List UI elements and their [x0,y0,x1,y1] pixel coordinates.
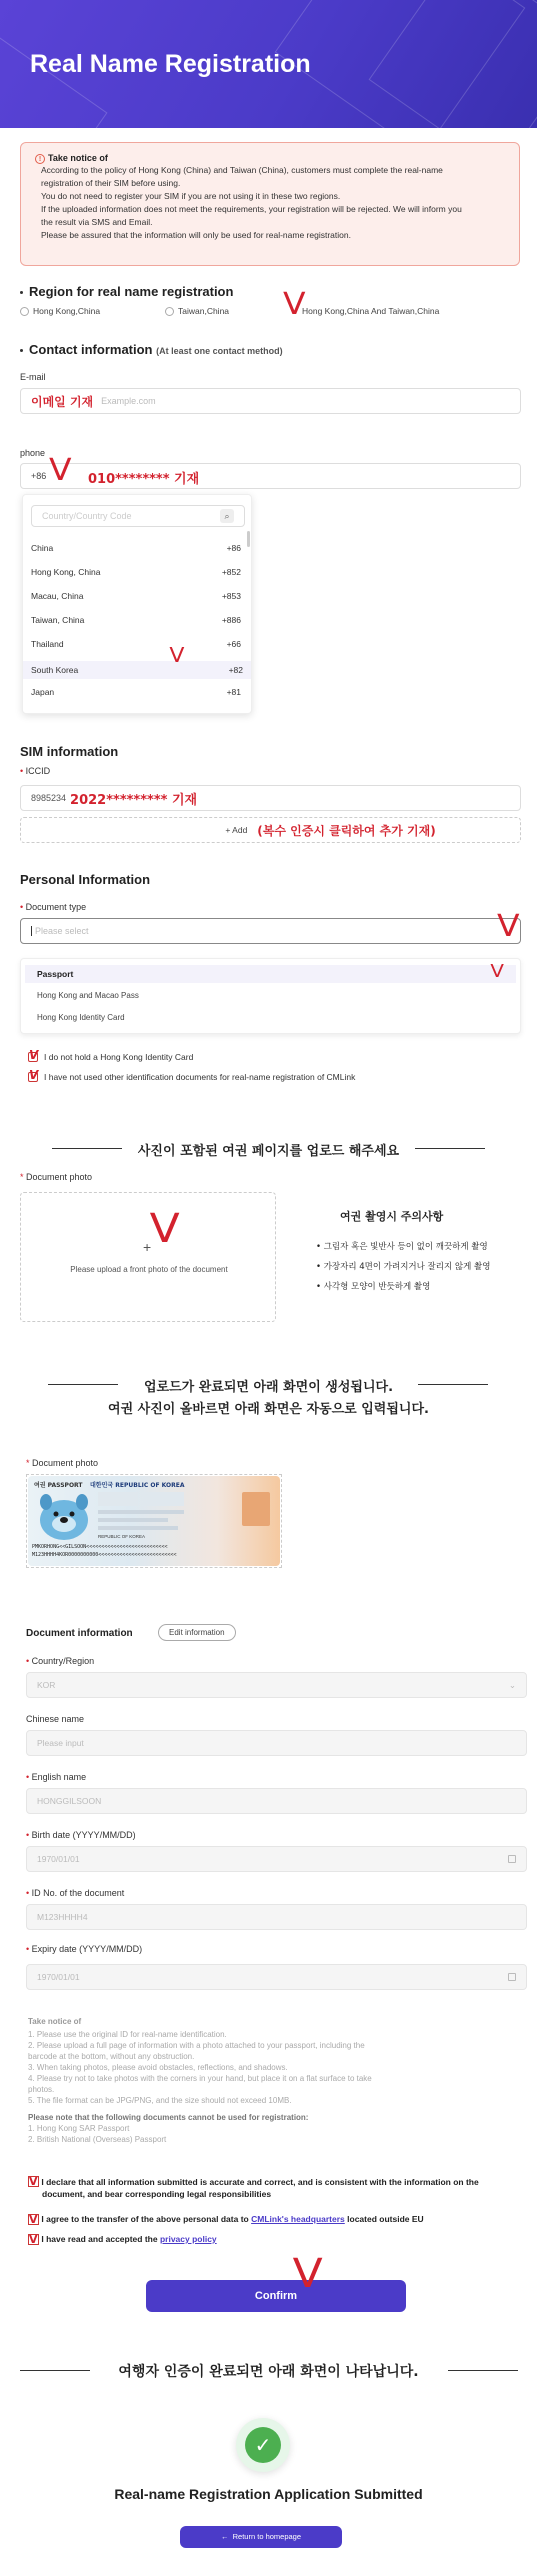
upload-heading: 사진이 포함된 여권 페이지를 업로드 해주세요 [137,1144,400,1159]
annotation-v-mark: V [292,2251,323,2297]
doc-info-title: Document information [26,1628,133,1639]
divider [418,1384,488,1385]
required-mark: • [20,902,26,912]
phone-label: phone [20,448,46,458]
iccid-prefix: 8985234 [31,793,67,803]
annotation-v-mark: V [29,1048,39,1062]
scrollbar[interactable] [247,531,250,547]
notice-line: According to the policy of Hong Kong (China) and Taiwan (China), customers must complete the real-name [41,165,443,175]
option-label: Passport [37,969,74,979]
field-label: Chinese name [26,1714,85,1724]
item-code: +81 [226,687,241,697]
required-mark: • [26,1888,32,1898]
field-value: HONGGILSOON [37,1796,102,1806]
notice-line: registration of their SIM before using. [41,178,181,188]
calendar-icon[interactable] [508,1973,516,1981]
item-code: +82 [228,665,243,675]
field-value: Please input [37,1738,84,1748]
item-name: Thailand [31,639,64,649]
passport-field-block [144,1492,184,1506]
item-name: Japan [31,687,55,697]
field-label [26,1830,136,1840]
doctype-select[interactable] [20,918,521,944]
field-label-text: Country/Region [31,1656,95,1666]
dropdown-item[interactable] [31,639,241,649]
annotation-v-mark: V [48,453,72,488]
contact-subtitle: (At least one contact method) [156,346,283,356]
field-label [26,1656,94,1666]
item-name: Macau, China [31,591,84,601]
edit-information-button[interactable]: Edit information [158,1624,236,1641]
declaration-text: located outside EU [347,2214,424,2224]
notice-line: the result via SMS and Email. [41,217,153,227]
notice-line: 1. Please use the original ID for real-name identification. [28,2030,227,2039]
checkbox[interactable] [28,1068,39,1082]
declaration-text: document, and bear corresponding legal responsibilities [42,2189,272,2199]
add-annotation: (복수 인증시 클릭하여 추가 기재) [257,823,436,838]
item-code: +853 [221,591,241,601]
passport-field-block [98,1492,138,1506]
page-title: Real Name Registration [30,50,311,78]
dropdown-item[interactable] [31,591,241,601]
required-mark: • [26,1830,32,1840]
item-name: South Korea [31,665,79,675]
option-passport[interactable] [25,961,516,983]
info-icon: ! [35,154,45,164]
english-name-field[interactable] [26,1788,527,1814]
add-iccid-button[interactable] [20,817,521,843]
email-annotation: 이메일 기재 [31,394,94,409]
doctype-label-text: Document type [25,902,87,912]
id-number-field[interactable] [26,1904,527,1930]
annotation-v-mark: V [490,961,504,982]
radio-circle[interactable] [20,307,29,316]
return-label: Return to homepage [232,2532,302,2541]
annotation-v-mark: V [169,643,185,667]
divider [448,2370,518,2371]
final-heading: 여행자 인증이 완료되면 아래 화면이 나타납니다. [118,2364,419,2380]
annotation-v-mark: V [29,1068,39,1082]
header-decoration [0,33,107,128]
tips-title: 여권 촬영시 주의사항 [340,1210,444,1223]
notice-line: barcode at the bottom, without any obstruction. [28,2052,195,2061]
declaration-3[interactable] [28,2234,217,2245]
doctype-options [20,958,521,1034]
item-name: China [31,543,54,553]
declaration-2[interactable] [28,2214,424,2225]
region-title: Region for real name registration [29,284,234,299]
dropdown-item[interactable] [31,615,241,625]
email-field[interactable] [20,388,521,414]
search-placeholder: Country/Country Code [42,511,132,521]
field-label-text: ID No. of the document [31,1888,125,1898]
tip-item: • 사각형 모양이 반듯하게 촬영 [316,1282,431,1292]
photo-upload-area[interactable] [20,1192,276,1322]
notice-line: Please be assured that the information will only be used for real-name registration. [41,230,351,240]
confirm-button[interactable]: Confirm [146,2280,406,2312]
bullet-dot [20,349,23,352]
item-code: +66 [226,639,241,649]
tip-item: • 가장자리 4면이 가려지거나 잘리지 않게 촬영 [316,1262,491,1272]
declaration-text: I declare that all information submitted is accurate and correct, and is consistent with the information on the [41,2177,479,2187]
field-label [26,1944,142,1954]
after-upload-line2: 여권 사진이 올바르면 아래 화면은 자동으로 입력됩니다. [108,1402,429,1417]
radio-label: Hong Kong,China And Taiwan,China [302,306,440,316]
declaration-text: I agree to the transfer of the above personal data to [41,2214,249,2224]
take-notice-title: Take notice of [28,2017,82,2026]
checkmark-icon: ✓ [245,2427,281,2463]
option-hk-macao-pass[interactable]: Hong Kong and Macao Pass [37,991,139,1000]
item-code: +886 [221,615,241,625]
required-mark: * [26,1458,33,1468]
required-mark: * [20,1172,27,1182]
radio-label: Taiwan,China [178,306,230,316]
doctype-placeholder: Please select [31,926,89,936]
chinese-name-field[interactable] [26,1730,527,1756]
checkbox-label: I have not used other identification documents for real-name registration of CMLink [44,1072,356,1082]
region-option-tw[interactable] [165,306,229,316]
passport-image [28,1476,280,1566]
doc-photo-label [26,1458,98,1468]
cannot-title: Please note that the following documents cannot be used for registration: [28,2113,309,2122]
doc-photo-label-text: Document photo [26,1172,93,1182]
cannot-item: 2. British National (Overseas) Passport [28,2135,167,2144]
passport-header-left: 여권 PASSPORT [34,1482,83,1489]
passport-mrz-line1: PMKORHONG<<GILSOON<<<<<<<<<<<<<<<<<<<<<<<<<<< [32,1544,168,1550]
divider [415,1148,485,1149]
contact-title: Contact information [29,342,153,357]
arrow-left-icon: ← [220,2532,229,2541]
notice-line: 4. Please try not to take photos with the corners in your hand, but place it on a flat surface to take [28,2074,372,2083]
dropdown-item-selected[interactable] [23,661,251,679]
notice-line: You do not need to register your SIM if you are not using it in these two regions. [41,191,341,201]
field-value: 1970/01/01 [37,1854,80,1864]
tip-item: • 그림자 혹은 빛반사 등이 없이 깨끗하게 촬영 [316,1242,488,1252]
contact-heading [20,342,283,357]
option-hk-id-card[interactable]: Hong Kong Identity Card [37,1013,125,1022]
email-label: E-mail [20,372,46,382]
doc-photo-label [20,1172,92,1182]
region-option-hk[interactable] [20,306,100,316]
personal-heading: Personal Information [20,872,151,887]
field-label-text: Birth date (YYYY/MM/DD) [31,1830,136,1840]
field-label [26,1772,86,1782]
notice-box [20,142,520,266]
divider [20,2370,90,2371]
passport-country: REPUBLIC OF KOREA [98,1534,146,1539]
passport-field-line [98,1510,184,1514]
take-notice-list [28,2016,372,2145]
radio-label: Hong Kong,China [33,306,101,316]
checkbox[interactable]: V [29,2233,38,2246]
passport-mrz-line2: M123HHHH4KOR0000000000<<<<<<<<<<<<<<<<<<<<<<<<<< [32,1552,177,1558]
tips-list [316,1240,490,1300]
calendar-icon[interactable] [508,1855,516,1863]
page-header [0,0,537,128]
item-code: +86 [226,543,241,553]
doc-photo-label-text: Document photo [32,1458,99,1468]
iccid-field[interactable] [20,785,521,811]
passport-portrait [242,1492,270,1526]
item-code: +852 [221,567,241,577]
notice-title-row [35,153,507,164]
bullet-dot [20,291,23,294]
checkbox[interactable] [28,1048,39,1062]
checkbox-no-hkid[interactable] [28,1048,194,1062]
required-mark: • [20,766,26,776]
notice-line: 2. Please upload a full page of information with a photo attached to your passport, including the [28,2041,365,2050]
field-value: M123HHHH4 [37,1912,88,1922]
item-name: Hong Kong, China [31,567,101,577]
field-value: KOR [37,1680,56,1690]
checkbox[interactable]: V [29,2213,38,2226]
add-label: + Add [225,825,248,835]
sim-heading: SIM information [20,744,119,759]
item-name: Taiwan, China [31,615,85,625]
chevron-down-icon: ⌄ [508,1679,516,1690]
iccid-annotation: 2022********* 기재 [70,792,198,808]
birth-date-field[interactable] [26,1846,527,1872]
country-code[interactable]: +86 [31,471,47,481]
notice-line: If the uploaded information does not meet the requirements, your registration will be rejected. We will inform you [41,204,462,214]
email-placeholder: Example.com [101,396,156,406]
passport-field-line [98,1526,178,1530]
required-mark: • [26,1772,32,1782]
field-label-text: English name [31,1772,87,1782]
radio-circle[interactable] [165,307,174,316]
phone-annotation: 010******** 기재 [88,472,200,487]
plus-icon: + [143,1239,152,1255]
country-region-select[interactable] [26,1672,527,1698]
cannot-item: 1. Hong Kong SAR Passport [28,2124,130,2133]
country-code-dropdown [22,494,252,714]
dropdown-item[interactable] [31,567,241,577]
annotation-v-mark: V [282,287,306,322]
passport-field-line [98,1518,168,1522]
notice-line: 5. The file format can be JPG/PNG, and the size should not exceed 10MB. [28,2096,292,2105]
notice-title: Take notice of [48,153,108,163]
privacy-policy-link[interactable]: privacy policy [159,2234,217,2244]
search-icon[interactable]: ⌕ [220,509,234,523]
dog-character-illustration [36,1490,92,1542]
cmlink-headquarters-link[interactable]: CMLink's headquarters [251,2214,345,2224]
success-badge [236,2418,290,2472]
checkbox[interactable]: V [29,2175,38,2188]
dropdown-item[interactable] [31,687,241,697]
annotation-v-mark: V [149,1206,180,1252]
region-option-both[interactable] [302,306,439,316]
notice-line: photos. [28,2085,55,2094]
declaration-text: I have read and accepted the [41,2234,158,2244]
country-search-input[interactable] [31,505,245,527]
checkbox-no-other-doc[interactable] [28,1068,356,1082]
iccid-label-text: ICCID [25,766,51,776]
declaration-1[interactable] [28,2176,528,2200]
field-value: 1970/01/01 [37,1972,80,1982]
required-mark: • [26,1656,32,1666]
passport-header-mid: 대한민국 REPUBLIC OF KOREA [90,1482,185,1489]
upload-hint: Please upload a front photo of the document [70,1265,228,1274]
doctype-label [20,902,86,912]
required-mark: • [26,1944,32,1954]
field-label [26,1888,124,1898]
expiry-date-field[interactable] [26,1964,527,1990]
after-upload-line1: 업로드가 완료되면 아래 화면이 생성됩니다. [143,1380,394,1395]
return-homepage-button[interactable] [180,2526,342,2548]
checkbox-label: I do not hold a Hong Kong Identity Card [44,1052,194,1062]
divider [52,1148,122,1149]
field-label-text: Expiry date (YYYY/MM/DD) [31,1944,143,1954]
submitted-message: Real-name Registration Application Submitted [114,2486,423,2502]
iccid-label [20,766,50,776]
notice-line: 3. When taking photos, please avoid obstacles, reflections, and shadows. [28,2063,288,2072]
region-heading [20,284,233,299]
annotation-v-mark: V [496,909,520,944]
dropdown-item[interactable] [31,543,241,553]
